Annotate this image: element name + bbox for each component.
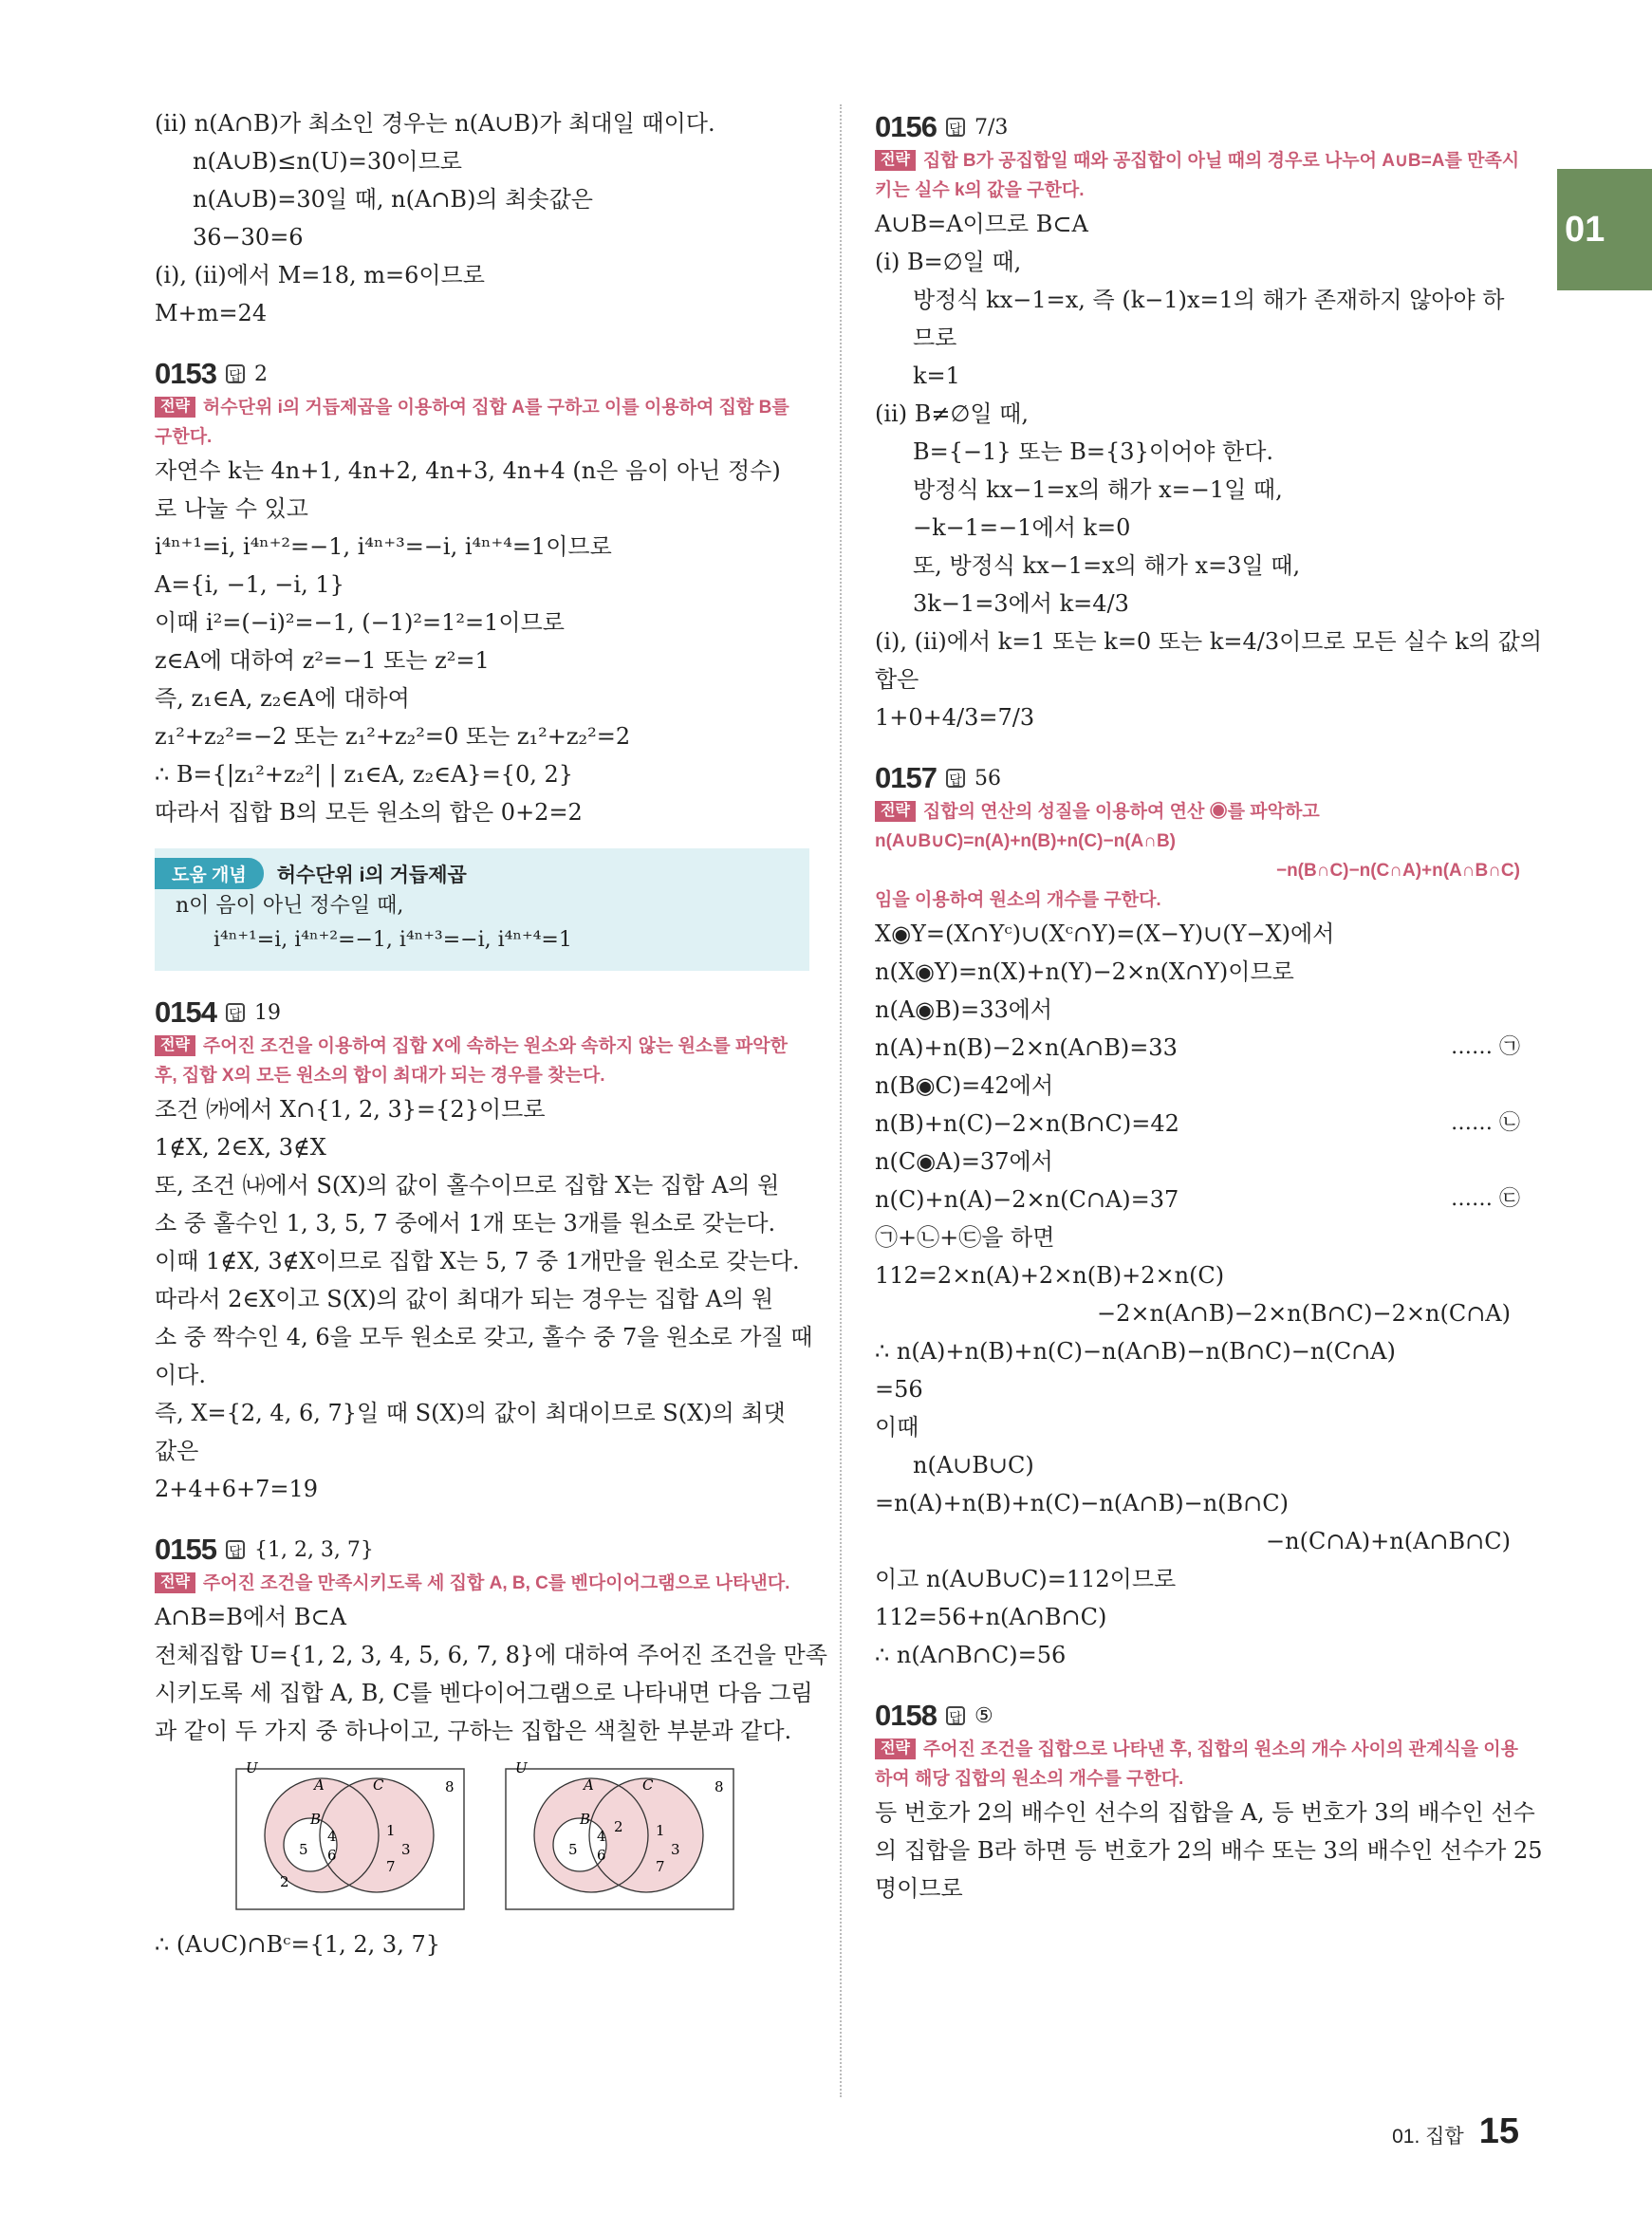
equation: n(B)+n(C)−2×n(B∩C)=42: [875, 1110, 1179, 1137]
help-line: i⁴ⁿ⁺¹=i, i⁴ⁿ⁺²=−1, i⁴ⁿ⁺³=−i, i⁴ⁿ⁺⁴=1: [213, 928, 572, 952]
equation: n(A)+n(B)−2×n(A∩B)=33: [875, 1034, 1178, 1061]
problem-number: 0158: [875, 1699, 937, 1732]
strategy-text: 주어진 조건을 집합으로 나타낸 후, 집합의 원소의 개수 사이의 관계식을 이용하여 해당 집합의 원소의 개수를 구한다.: [875, 1739, 1518, 1789]
text-line: i⁴ⁿ⁺¹=i, i⁴ⁿ⁺²=−1, i⁴ⁿ⁺³=−i, i⁴ⁿ⁺⁴=1이므로: [155, 533, 612, 560]
text-line: z∈A에 대하여 z²=−1 또는 z²=1: [155, 647, 490, 674]
equation: n(C)+n(A)−2×n(C∩A)=37: [875, 1186, 1179, 1213]
text-line: ㉠+㉡+㉢을 하면: [875, 1224, 1055, 1251]
venn-value: 5: [299, 1841, 308, 1858]
text-line: 1+0+4/3=7/3: [875, 704, 1035, 731]
problem-number: 0153: [155, 357, 216, 390]
text-line: 소 중 홀수인 1, 3, 5, 7 중에서 1개 또는 3개를 원소로 갖는다.: [155, 1210, 776, 1237]
label-b: B: [580, 1811, 591, 1828]
venn-value: 4: [327, 1828, 337, 1845]
venn-value: 1: [386, 1822, 396, 1839]
text-line: 2+4+6+7=19: [155, 1476, 319, 1502]
text-line: n(X◉Y)=n(X)+n(Y)−2×n(X∩Y)이므로: [875, 958, 1294, 985]
help-title: 허수단위 i의 거듭제곱: [276, 864, 467, 886]
text-line: k=1: [913, 363, 960, 389]
strategy-text: 집합 B가 공집합일 때와 공집합이 아닐 때의 경우로 나누어 A∪B=A를 만족시키는 실수 k의 값을 구한다.: [875, 151, 1520, 200]
text-line: n(C◉A)=37에서: [875, 1148, 1053, 1175]
strategy: [875, 146, 1520, 205]
answer-icon: 답: [226, 364, 245, 383]
equation-mark: …… ㉢: [1451, 1187, 1520, 1211]
strategy-tag: 전략: [875, 801, 916, 822]
text-line: X◉Y=(X∩Yᶜ)∪(Xᶜ∩Y)=(X−Y)∪(Y−X)에서: [875, 921, 1335, 947]
text-line: 112=56+n(A∩B∩C): [875, 1604, 1107, 1630]
label-b: B: [310, 1811, 322, 1828]
help-concept-box: [155, 848, 809, 971]
text-line: 즉, X={2, 4, 6, 7}일 때 S(X)의 값이 최대이므로 S(X)의 최댓: [155, 1400, 786, 1426]
text-line: 이때: [875, 1414, 919, 1441]
page-number: 15: [1478, 2111, 1519, 2151]
strategy-tag: 전략: [875, 150, 916, 171]
venn-value: 4: [597, 1828, 606, 1845]
problem-answer: 2: [253, 362, 268, 386]
answer-icon: 답: [946, 118, 965, 137]
text-line: 3k−1=3에서 k=4/3: [913, 590, 1129, 617]
strategy-tag: 전략: [155, 1035, 195, 1056]
strategy: [155, 393, 809, 452]
venn-value: 7: [386, 1858, 396, 1875]
strategy: [155, 1569, 809, 1598]
answer-icon: 답: [226, 1540, 245, 1559]
text-line: n(A◉B)=33에서: [875, 996, 1053, 1023]
venn-diagram-2: [504, 1759, 739, 1916]
text-line: [875, 1105, 1520, 1143]
venn-value: 2: [280, 1873, 289, 1890]
venn-value: 6: [327, 1847, 337, 1864]
problem-answer: {1, 2, 3, 7}: [253, 1537, 374, 1562]
left-column: [155, 104, 827, 1963]
strategy-tag: 전략: [155, 1572, 195, 1593]
problem-number: 0157: [875, 761, 937, 794]
problem-number: 0154: [155, 995, 216, 1029]
text-line: 합은: [875, 666, 919, 693]
label-a: A: [314, 1776, 325, 1794]
text-line: (ⅱ) B≠∅일 때,: [875, 400, 1029, 427]
text-line: 또, 조건 ㈏에서 S(X)의 값이 홀수이므로 집합 X는 집합 A의 원: [155, 1172, 780, 1199]
venn-value: 3: [401, 1841, 411, 1858]
strategy-text: 집합의 연산의 성질을 이용하여 연산 ◉를 파악하고: [922, 802, 1320, 822]
problem-number: 0156: [875, 110, 937, 143]
prev-solution: [155, 104, 809, 332]
page-footer: [1392, 2111, 1519, 2152]
text-line: (ⅱ) n(A∩B)가 최소인 경우는 n(A∪B)가 최대일 때이다.: [155, 110, 715, 137]
text-line: 이고 n(A∪B∪C)=112이므로: [875, 1566, 1177, 1592]
text-line: n(A∪B)≤n(U)=30이므로: [193, 148, 462, 175]
text-line: 즉, z₁∈A, z₂∈A에 대하여: [155, 685, 410, 712]
venn-value: 5: [568, 1841, 578, 1858]
problem-0153: [155, 357, 809, 971]
text-line: [875, 1029, 1520, 1067]
strategy-text: 주어진 조건을 만족시키도록 세 집합 A, B, C를 벤다이어그램으로 나타낸다.: [202, 1573, 790, 1593]
text-line: 로 나눌 수 있고: [155, 495, 308, 522]
column-divider: [840, 104, 842, 2097]
text-line: ∴ (A∪C)∩Bᶜ={1, 2, 3, 7}: [155, 1931, 440, 1958]
text-line: 이다.: [155, 1362, 206, 1388]
text-line: (ⅰ) B=∅일 때,: [875, 249, 1022, 275]
problem-0155: [155, 1533, 827, 1963]
venn-value: 7: [656, 1858, 665, 1875]
chapter-tab: 01: [1557, 169, 1652, 290]
strategy: [155, 1032, 809, 1090]
venn-value: 8: [445, 1778, 455, 1795]
equation-mark: …… ㉡: [1451, 1111, 1520, 1135]
problem-answer: 19: [253, 1000, 281, 1025]
text-line: (ⅰ), (ⅱ)에서 M=18, m=6이므로: [155, 262, 485, 288]
problem-0156: [875, 110, 1543, 736]
venn-value: 6: [597, 1847, 606, 1864]
problem-answer: ⑤: [974, 1703, 993, 1728]
text-line: M+m=24: [155, 300, 268, 326]
text-line: 이때 i²=(−i)²=−1, (−1)²=1²=1이므로: [155, 609, 565, 636]
strategy: [875, 797, 1520, 915]
text-line: 이때 1∉X, 3∉X이므로 집합 X는 5, 7 중 1개만을 원소로 갖는다.: [155, 1248, 800, 1274]
label-u: U: [246, 1759, 258, 1776]
text-line: 므로: [913, 325, 957, 351]
answer-icon: 답: [946, 769, 965, 788]
problem-answer: 56: [974, 766, 1001, 790]
problem-0154: [155, 995, 813, 1508]
text-line: 1∉X, 2∈X, 3∉X: [155, 1134, 326, 1161]
problem-0157: [875, 761, 1520, 1674]
problem-answer: 7/3: [974, 115, 1009, 139]
strategy-text: 허수단위 i의 거듭제곱을 이용하여 집합 A를 구하고 이를 이용하여 집합 B를 구한다.: [155, 398, 789, 447]
help-tag: 도움 개념: [155, 858, 264, 889]
venn-value: 8: [715, 1778, 724, 1795]
strategy-formula: −n(B∩C)−n(C∩A)+n(A∩B∩C): [1275, 861, 1520, 881]
strategy-formula: n(A∪B∪C)=n(A)+n(B)+n(C)−n(A∩B): [875, 831, 1176, 851]
text-line: −2×n(A∩B)−2×n(B∩C)−2×n(C∩A): [1096, 1300, 1511, 1327]
text-line: 조건 ㈎에서 X∩{1, 2, 3}={2}이므로: [155, 1096, 546, 1123]
venn-diagrams: [234, 1759, 809, 1916]
text-line: 방정식 kx−1=x, 즉 (k−1)x=1의 해가 존재하지 않아야 하: [913, 287, 1505, 313]
strategy: [875, 1735, 1520, 1794]
help-line: n이 음이 아닌 정수일 때,: [176, 894, 404, 918]
right-column: [875, 104, 1543, 1907]
text-line: 소 중 짝수인 4, 6을 모두 원소로 갖고, 홀수 중 7을 원소로 가질 때: [155, 1324, 813, 1350]
venn-value: 2: [614, 1818, 623, 1835]
text-line: ∴ B={|z₁²+z₂²| | z₁∈A, z₂∈A}={0, 2}: [155, 761, 574, 788]
text-line: ∴ n(A∩B∩C)=56: [875, 1642, 1067, 1668]
text-line: 자연수 k는 4n+1, 4n+2, 4n+3, 4n+4 (n은 음이 아닌 정수): [155, 457, 781, 484]
text-line: n(B◉C)=42에서: [875, 1072, 1054, 1099]
strategy-tag: 전략: [875, 1739, 916, 1759]
venn-value: 1: [656, 1822, 665, 1839]
venn-diagram-1: [234, 1759, 470, 1916]
label-u: U: [515, 1759, 528, 1776]
venn-value: 3: [671, 1841, 680, 1858]
text-line: 따라서 2∈X이고 S(X)의 값이 최대가 되는 경우는 집합 A의 원: [155, 1286, 774, 1312]
text-line: (ⅰ), (ⅱ)에서 k=1 또는 k=0 또는 k=4/3이므로 모든 실수 k의 값의: [875, 628, 1543, 655]
problem-0158: [875, 1699, 1543, 1907]
label-a: A: [584, 1776, 594, 1794]
footer-chapter-label: 01. 집합: [1392, 2126, 1464, 2148]
text-line: =n(A)+n(B)+n(C)−n(A∩B)−n(B∩C): [875, 1490, 1289, 1516]
text-line: =56: [875, 1376, 923, 1403]
text-line: 값은: [155, 1438, 199, 1464]
strategy-text: 임을 이용하여 원소의 개수를 구한다.: [875, 890, 1161, 910]
text-line: z₁²+z₂²=−2 또는 z₁²+z₂²=0 또는 z₁²+z₂²=2: [155, 723, 631, 750]
text-line: 등 번호가 2의 배수인 선수의 집합을 A, 등 번호가 3의 배수인 선수: [875, 1799, 1535, 1826]
text-line: n(A∪B∪C): [913, 1452, 1034, 1478]
text-line: −k−1=−1에서 k=0: [913, 514, 1131, 541]
label-c: C: [373, 1776, 384, 1794]
answer-icon: 답: [226, 1003, 245, 1022]
strategy-text: 주어진 조건을 이용하여 집합 X에 속하는 원소와 속하지 않는 원소를 파악한 후, 집합 X의 모든 원소의 합이 최대가 되는 경우를 찾는다.: [155, 1036, 789, 1086]
problem-number: 0155: [155, 1533, 216, 1566]
text-line: [875, 1181, 1520, 1218]
text-line: 112=2×n(A)+2×n(B)+2×n(C): [875, 1262, 1225, 1289]
text-line: A={i, −1, −i, 1}: [155, 571, 344, 598]
text-line: 의 집합을 B라 하면 등 번호가 2의 배수 또는 3의 배수인 선수가 25: [875, 1837, 1543, 1864]
label-c: C: [642, 1776, 654, 1794]
text-line: ∴ n(A)+n(B)+n(C)−n(A∩B)−n(B∩C)−n(C∩A): [875, 1338, 1396, 1365]
text-line: 시키도록 세 집합 A, B, C를 벤다이어그램으로 나타내면 다음 그림: [155, 1680, 813, 1706]
text-line: 36−30=6: [193, 224, 304, 251]
text-line: 전체집합 U={1, 2, 3, 4, 5, 6, 7, 8}에 대하여 주어진 조건을 만족: [155, 1642, 827, 1668]
text-line: 따라서 집합 B의 모든 원소의 합은 0+2=2: [155, 799, 583, 826]
text-line: B={−1} 또는 B={3}이어야 한다.: [913, 438, 1274, 465]
text-line: −n(C∩A)+n(A∩B∩C): [1266, 1528, 1511, 1554]
answer-icon: 답: [946, 1706, 965, 1725]
text-line: A∪B=A이므로 B⊂A: [875, 211, 1088, 237]
strategy-tag: 전략: [155, 397, 195, 418]
text-line: 명이므로: [875, 1875, 963, 1902]
text-line: 방정식 kx−1=x의 해가 x=−1일 때,: [913, 476, 1283, 503]
equation-mark: …… ㉠: [1451, 1035, 1520, 1059]
text-line: A∩B=B에서 B⊂A: [155, 1604, 346, 1630]
text-line: 과 같이 두 가지 중 하나이고, 구하는 집합은 색칠한 부분과 같다.: [155, 1718, 792, 1744]
text-line: 또, 방정식 kx−1=x의 해가 x=3일 때,: [913, 552, 1301, 579]
text-line: n(A∪B)=30일 때, n(A∩B)의 최솟값은: [193, 186, 593, 213]
